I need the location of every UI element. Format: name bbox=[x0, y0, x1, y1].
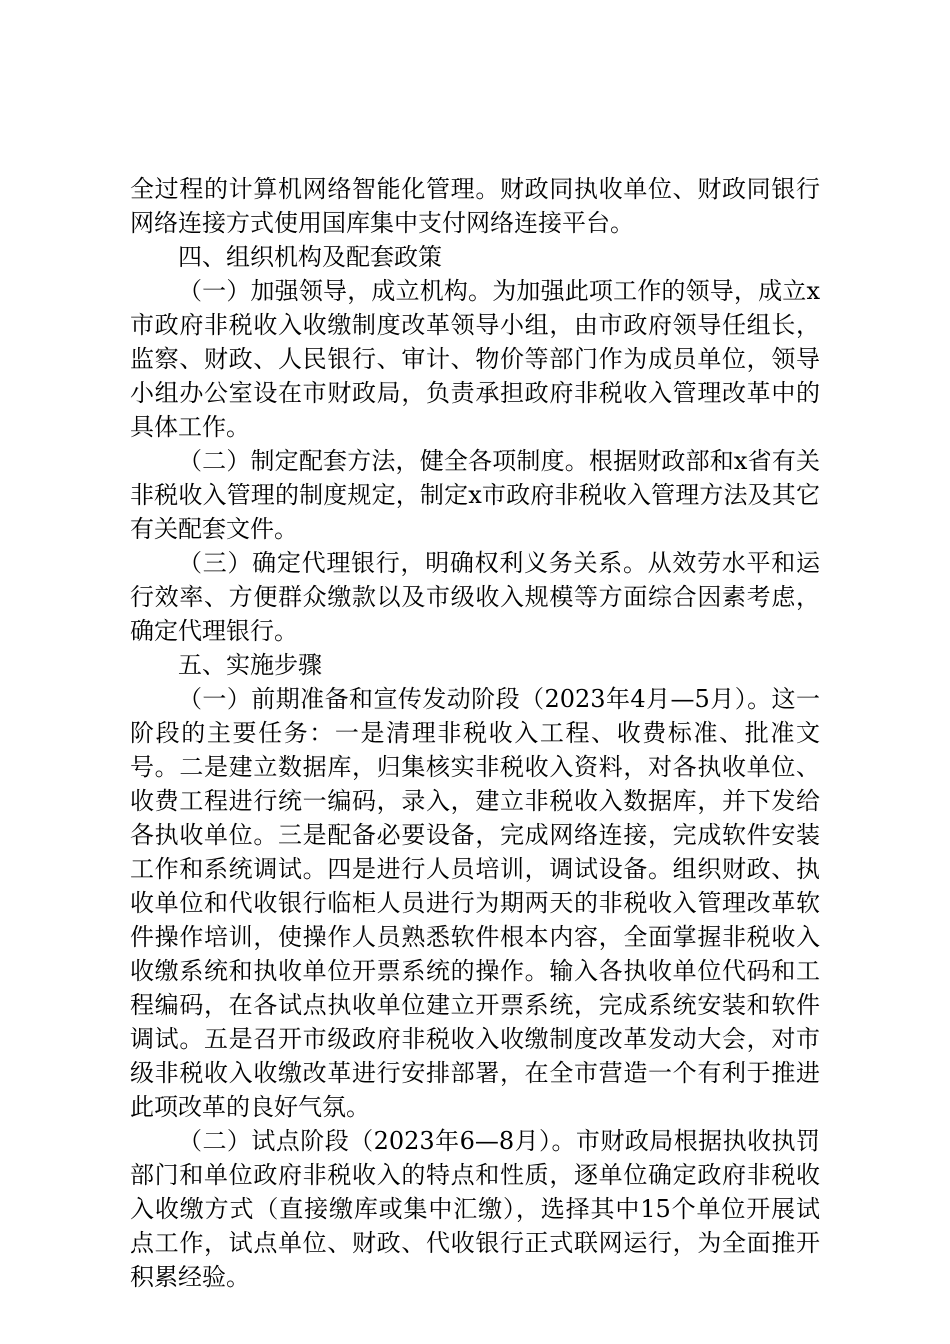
document-page bbox=[130, 172, 820, 1294]
paragraph-4-1: （一）加强领导，成立机构。为加强此项工作的领导，成立x市政府非税收入收缴制度改革领导小组，由市政府领导任组长，监察、财政、人民银行、审计、物价等部门作为成员单位，领导小组办公室设在市财政局，负责承担政府非税收入管理改革中的具体工作。 bbox=[130, 277, 820, 441]
paragraph-5-1: （一）前期准备和宣传发动阶段（2023年4月—5月）。这一阶段的主要任务：一是清理非税收入工程、收费标准、批准文号。二是建立数据库，归集核实非税收入资料，对各执收单位、收费工程进行统一编码，录入，建立非税收入数据库，并下发给各执收单位。三是配备必要设备，完成网络连接，完成软件安装工作和系统调试。四是进行人员培训，调试设备。组织财政、执收单位和代收银行临柜人员进行为期两天的非税收入管理改革软件操作培训，使操作人员熟悉软件根本内容，全面掌握非税收入收缴系统和执收单位开票系统的操作。输入各执收单位代码和工程编码，在各试点执收单位建立开票系统，完成系统安装和软件调试。五是召开市级政府非税收入收缴制度改革发动大会，对市级非税收入收缴改革进行安排部署，在全市营造一个有利于推进此项改革的良好气氛。 bbox=[130, 685, 820, 1121]
section-heading-4: 四、组织机构及配套政策 bbox=[178, 243, 442, 271]
paragraph-4-3: （三）确定代理银行，明确权利义务关系。从效劳水平和运行效率、方便群众缴款以及市级收入规模等方面综合因素考虑，确定代理银行。 bbox=[130, 549, 820, 645]
paragraph-5-2: （二）试点阶段（2023年6—8月）。市财政局根据执收执罚部门和单位政府非税收入的特点和性质，逐单位确定政府非税收入收缴方式（直接缴库或集中汇缴），选择其中15个单位开展试点工作，试点单位、财政、代收银行正式联网运行，为全面推开积累经验。 bbox=[130, 1127, 820, 1291]
paragraph-continuation: 全过程的计算机网络智能化管理。财政同执收单位、财政同银行网络连接方式使用国库集中支付网络连接平台。 bbox=[130, 175, 820, 237]
paragraph-4-2: （二）制定配套方法，健全各项制度。根据财政部和x省有关非税收入管理的制度规定，制定x市政府非税收入管理方法及其它有关配套文件。 bbox=[130, 447, 820, 543]
section-heading-5: 五、实施步骤 bbox=[178, 651, 322, 679]
